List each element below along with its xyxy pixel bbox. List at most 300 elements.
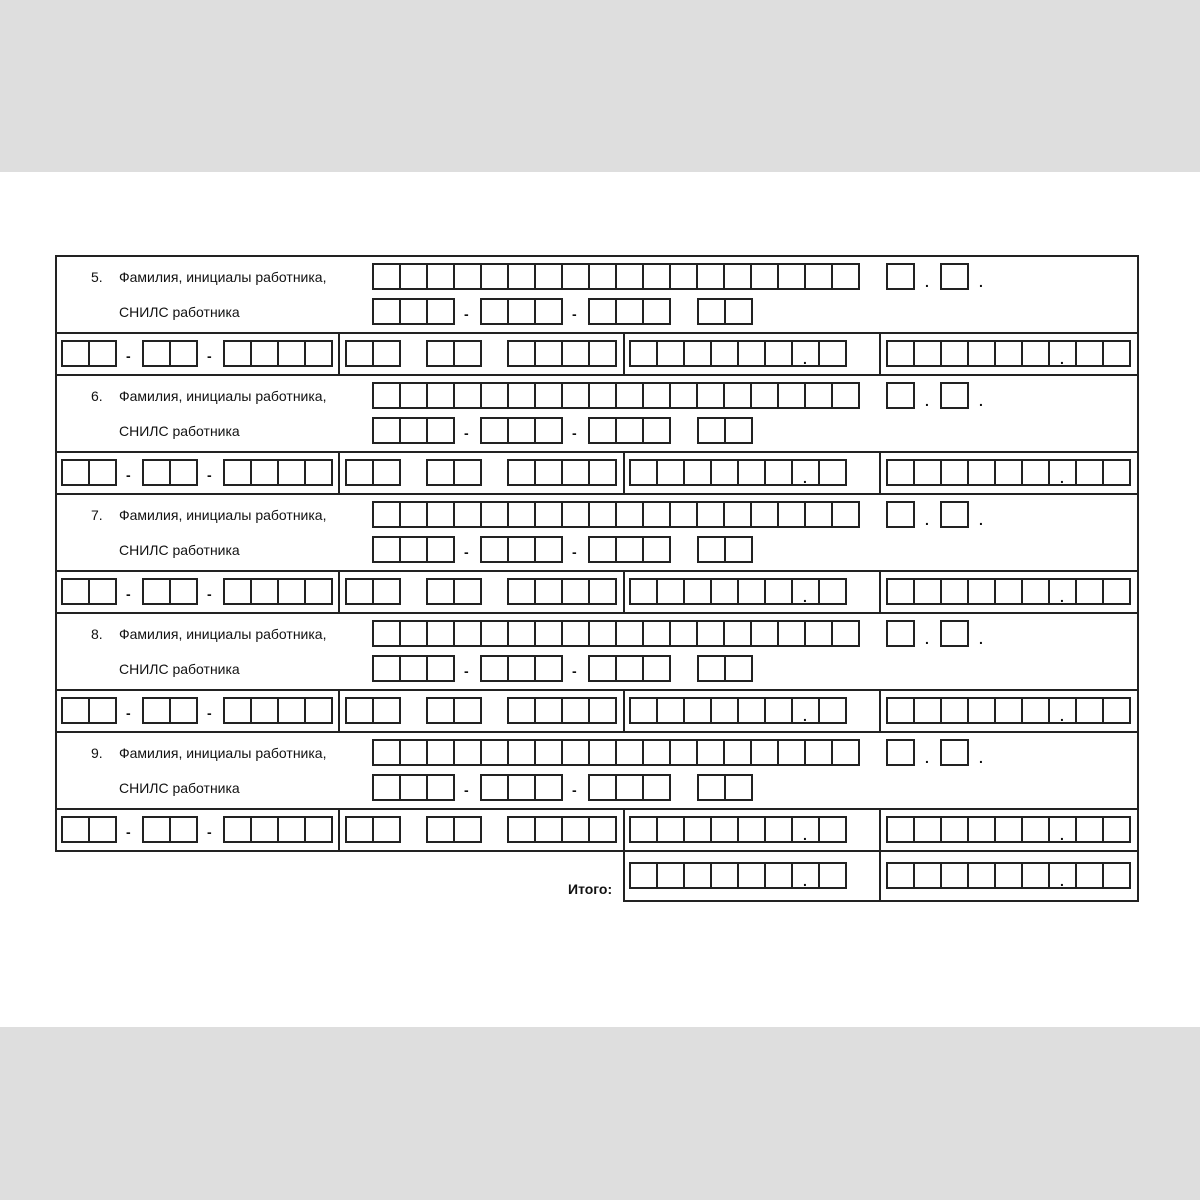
char-cell[interactable] (710, 862, 739, 889)
char-cell[interactable] (831, 263, 860, 290)
char-cell[interactable] (142, 578, 171, 605)
char-cell[interactable] (561, 263, 590, 290)
char-cell[interactable] (804, 501, 833, 528)
char-cell[interactable] (588, 501, 617, 528)
char-cell[interactable] (710, 340, 739, 367)
char-cell[interactable] (669, 501, 698, 528)
char-cell[interactable] (169, 340, 198, 367)
char-cell[interactable] (615, 382, 644, 409)
char-cell[interactable] (669, 263, 698, 290)
char-cell[interactable] (656, 697, 685, 724)
char-cell[interactable] (804, 620, 833, 647)
snils-part-3-input[interactable] (588, 774, 671, 801)
char-cell[interactable] (372, 536, 401, 563)
char-cell[interactable] (642, 298, 671, 325)
char-cell[interactable] (724, 655, 753, 682)
char-cell[interactable] (1102, 340, 1131, 367)
char-cell[interactable] (913, 340, 942, 367)
char-cell[interactable] (507, 655, 536, 682)
char-cell[interactable] (696, 620, 725, 647)
char-cell[interactable] (304, 459, 333, 486)
char-cell[interactable] (737, 459, 766, 486)
char-cell[interactable] (426, 578, 455, 605)
char-cell[interactable] (831, 501, 860, 528)
amount-1-input[interactable] (629, 340, 847, 367)
char-cell[interactable] (1102, 862, 1131, 889)
char-cell[interactable] (277, 816, 306, 843)
snils-part-3-input[interactable] (588, 298, 671, 325)
char-cell[interactable] (345, 697, 374, 724)
snils-part-1-input[interactable] (372, 774, 455, 801)
char-cell[interactable] (1102, 459, 1131, 486)
char-cell[interactable] (1102, 578, 1131, 605)
char-cell[interactable] (642, 263, 671, 290)
char-cell[interactable] (940, 816, 969, 843)
char-cell[interactable] (61, 459, 90, 486)
char-cell[interactable] (656, 340, 685, 367)
char-cell[interactable] (723, 263, 752, 290)
char-cell[interactable] (886, 697, 915, 724)
char-cell[interactable] (1021, 340, 1050, 367)
char-cell[interactable] (669, 739, 698, 766)
char-cell[interactable] (831, 382, 860, 409)
char-cell[interactable] (372, 501, 401, 528)
char-cell[interactable] (656, 862, 685, 889)
char-cell[interactable] (534, 774, 563, 801)
char-cell[interactable] (642, 501, 671, 528)
char-cell[interactable] (724, 298, 753, 325)
char-cell[interactable] (697, 655, 726, 682)
total-amount-2-input[interactable] (886, 862, 1131, 889)
char-cell[interactable] (399, 501, 428, 528)
char-cell[interactable] (588, 536, 617, 563)
char-cell[interactable] (764, 697, 793, 724)
char-cell[interactable] (1075, 697, 1104, 724)
char-cell[interactable] (642, 739, 671, 766)
char-cell[interactable] (480, 263, 509, 290)
char-cell[interactable] (737, 340, 766, 367)
char-cell[interactable] (656, 816, 685, 843)
char-cell[interactable] (886, 578, 915, 605)
initial-second-input[interactable] (940, 263, 969, 290)
char-cell[interactable] (886, 263, 915, 290)
char-cell[interactable] (561, 816, 590, 843)
initial-second-input[interactable] (940, 501, 969, 528)
char-cell[interactable] (223, 459, 252, 486)
char-cell[interactable] (561, 382, 590, 409)
total-amount-1-input[interactable] (629, 862, 847, 889)
char-cell[interactable] (886, 459, 915, 486)
char-cell[interactable] (426, 501, 455, 528)
char-cell[interactable] (940, 620, 969, 647)
char-cell[interactable] (615, 739, 644, 766)
char-cell[interactable] (588, 697, 617, 724)
char-cell[interactable] (1021, 862, 1050, 889)
char-cell[interactable] (696, 263, 725, 290)
char-cell[interactable] (831, 620, 860, 647)
amount-1-input[interactable] (629, 459, 847, 486)
char-cell[interactable] (453, 263, 482, 290)
snils-part-1-input[interactable] (372, 655, 455, 682)
char-cell[interactable] (304, 340, 333, 367)
char-cell[interactable] (710, 816, 739, 843)
initial-first-input[interactable] (886, 501, 915, 528)
initial-first-input[interactable] (886, 739, 915, 766)
char-cell[interactable] (1021, 816, 1050, 843)
char-cell[interactable] (480, 739, 509, 766)
char-cell[interactable] (615, 774, 644, 801)
char-cell[interactable] (994, 862, 1023, 889)
char-cell[interactable] (697, 417, 726, 444)
char-cell[interactable] (750, 739, 779, 766)
date-year-input[interactable] (223, 578, 333, 605)
code-1-input[interactable] (345, 816, 401, 843)
char-cell[interactable] (534, 298, 563, 325)
char-cell[interactable] (507, 459, 536, 486)
code-1-input[interactable] (345, 578, 401, 605)
char-cell[interactable] (250, 578, 279, 605)
char-cell[interactable] (372, 263, 401, 290)
char-cell[interactable] (656, 578, 685, 605)
char-cell[interactable] (534, 816, 563, 843)
char-cell[interactable] (642, 417, 671, 444)
char-cell[interactable] (426, 263, 455, 290)
char-cell[interactable] (764, 578, 793, 605)
char-cell[interactable] (615, 536, 644, 563)
char-cell[interactable] (534, 655, 563, 682)
char-cell[interactable] (250, 340, 279, 367)
char-cell[interactable] (453, 739, 482, 766)
char-cell[interactable] (142, 340, 171, 367)
char-cell[interactable] (453, 340, 482, 367)
char-cell[interactable] (169, 816, 198, 843)
char-cell[interactable] (223, 578, 252, 605)
amount-1-input[interactable] (629, 697, 847, 724)
char-cell[interactable] (886, 862, 915, 889)
char-cell[interactable] (345, 459, 374, 486)
amount-2-input[interactable] (886, 578, 1131, 605)
char-cell[interactable] (724, 417, 753, 444)
code-3-input[interactable] (507, 578, 617, 605)
char-cell[interactable] (507, 697, 536, 724)
amount-1-input[interactable] (629, 578, 847, 605)
char-cell[interactable] (88, 578, 117, 605)
char-cell[interactable] (629, 862, 658, 889)
char-cell[interactable] (372, 816, 401, 843)
char-cell[interactable] (642, 655, 671, 682)
char-cell[interactable] (940, 739, 969, 766)
char-cell[interactable] (1075, 862, 1104, 889)
char-cell[interactable] (710, 459, 739, 486)
char-cell[interactable] (223, 816, 252, 843)
initial-first-input[interactable] (886, 382, 915, 409)
char-cell[interactable] (426, 536, 455, 563)
char-cell[interactable] (764, 340, 793, 367)
char-cell[interactable] (683, 340, 712, 367)
char-cell[interactable] (750, 263, 779, 290)
char-cell[interactable] (507, 501, 536, 528)
char-cell[interactable] (88, 340, 117, 367)
date-year-input[interactable] (223, 340, 333, 367)
char-cell[interactable] (507, 340, 536, 367)
char-cell[interactable] (737, 697, 766, 724)
code-2-input[interactable] (426, 816, 482, 843)
date-month-input[interactable] (142, 697, 198, 724)
char-cell[interactable] (534, 697, 563, 724)
char-cell[interactable] (480, 382, 509, 409)
char-cell[interactable] (696, 501, 725, 528)
char-cell[interactable] (453, 382, 482, 409)
char-cell[interactable] (61, 697, 90, 724)
char-cell[interactable] (507, 739, 536, 766)
char-cell[interactable] (696, 382, 725, 409)
char-cell[interactable] (940, 263, 969, 290)
snils-checksum-input[interactable] (697, 536, 753, 563)
char-cell[interactable] (372, 739, 401, 766)
char-cell[interactable] (534, 536, 563, 563)
char-cell[interactable] (818, 862, 847, 889)
char-cell[interactable] (967, 816, 996, 843)
char-cell[interactable] (886, 816, 915, 843)
char-cell[interactable] (750, 620, 779, 647)
char-cell[interactable] (426, 816, 455, 843)
date-month-input[interactable] (142, 340, 198, 367)
char-cell[interactable] (304, 816, 333, 843)
char-cell[interactable] (507, 816, 536, 843)
char-cell[interactable] (372, 697, 401, 724)
char-cell[interactable] (913, 578, 942, 605)
initial-second-input[interactable] (940, 382, 969, 409)
char-cell[interactable] (142, 459, 171, 486)
char-cell[interactable] (480, 620, 509, 647)
char-cell[interactable] (683, 459, 712, 486)
char-cell[interactable] (886, 340, 915, 367)
char-cell[interactable] (588, 816, 617, 843)
char-cell[interactable] (629, 816, 658, 843)
char-cell[interactable] (480, 298, 509, 325)
char-cell[interactable] (480, 536, 509, 563)
char-cell[interactable] (710, 697, 739, 724)
code-3-input[interactable] (507, 816, 617, 843)
char-cell[interactable] (1021, 459, 1050, 486)
char-cell[interactable] (277, 340, 306, 367)
char-cell[interactable] (250, 816, 279, 843)
amount-2-input[interactable] (886, 340, 1131, 367)
char-cell[interactable] (561, 459, 590, 486)
char-cell[interactable] (886, 620, 915, 647)
char-cell[interactable] (588, 263, 617, 290)
char-cell[interactable] (764, 862, 793, 889)
amount-2-input[interactable] (886, 816, 1131, 843)
char-cell[interactable] (967, 459, 996, 486)
date-year-input[interactable] (223, 816, 333, 843)
char-cell[interactable] (534, 382, 563, 409)
char-cell[interactable] (831, 739, 860, 766)
char-cell[interactable] (615, 620, 644, 647)
char-cell[interactable] (399, 655, 428, 682)
char-cell[interactable] (372, 655, 401, 682)
char-cell[interactable] (588, 382, 617, 409)
char-cell[interactable] (940, 862, 969, 889)
char-cell[interactable] (750, 382, 779, 409)
char-cell[interactable] (804, 739, 833, 766)
char-cell[interactable] (994, 340, 1023, 367)
surname-input[interactable] (372, 620, 860, 647)
char-cell[interactable] (277, 697, 306, 724)
snils-checksum-input[interactable] (697, 655, 753, 682)
code-2-input[interactable] (426, 697, 482, 724)
char-cell[interactable] (967, 340, 996, 367)
date-day-input[interactable] (61, 578, 117, 605)
char-cell[interactable] (372, 774, 401, 801)
char-cell[interactable] (588, 298, 617, 325)
char-cell[interactable] (250, 697, 279, 724)
date-day-input[interactable] (61, 816, 117, 843)
surname-input[interactable] (372, 382, 860, 409)
char-cell[interactable] (372, 459, 401, 486)
code-3-input[interactable] (507, 340, 617, 367)
char-cell[interactable] (588, 417, 617, 444)
char-cell[interactable] (818, 697, 847, 724)
char-cell[interactable] (669, 382, 698, 409)
char-cell[interactable] (426, 382, 455, 409)
char-cell[interactable] (480, 774, 509, 801)
char-cell[interactable] (561, 697, 590, 724)
date-day-input[interactable] (61, 697, 117, 724)
date-year-input[interactable] (223, 697, 333, 724)
snils-part-2-input[interactable] (480, 655, 563, 682)
char-cell[interactable] (372, 382, 401, 409)
char-cell[interactable] (940, 578, 969, 605)
char-cell[interactable] (277, 459, 306, 486)
amount-2-input[interactable] (886, 459, 1131, 486)
char-cell[interactable] (345, 816, 374, 843)
snils-checksum-input[interactable] (697, 298, 753, 325)
char-cell[interactable] (223, 697, 252, 724)
char-cell[interactable] (656, 459, 685, 486)
char-cell[interactable] (1021, 697, 1050, 724)
char-cell[interactable] (913, 697, 942, 724)
char-cell[interactable] (507, 578, 536, 605)
char-cell[interactable] (453, 697, 482, 724)
char-cell[interactable] (250, 459, 279, 486)
char-cell[interactable] (804, 263, 833, 290)
code-2-input[interactable] (426, 459, 482, 486)
char-cell[interactable] (507, 417, 536, 444)
char-cell[interactable] (426, 655, 455, 682)
initial-second-input[interactable] (940, 620, 969, 647)
date-month-input[interactable] (142, 816, 198, 843)
snils-checksum-input[interactable] (697, 774, 753, 801)
char-cell[interactable] (886, 382, 915, 409)
char-cell[interactable] (61, 340, 90, 367)
char-cell[interactable] (777, 501, 806, 528)
char-cell[interactable] (723, 739, 752, 766)
char-cell[interactable] (169, 697, 198, 724)
char-cell[interactable] (426, 739, 455, 766)
char-cell[interactable] (940, 697, 969, 724)
char-cell[interactable] (561, 739, 590, 766)
char-cell[interactable] (1075, 340, 1104, 367)
char-cell[interactable] (142, 697, 171, 724)
char-cell[interactable] (399, 739, 428, 766)
char-cell[interactable] (480, 501, 509, 528)
char-cell[interactable] (777, 382, 806, 409)
char-cell[interactable] (642, 620, 671, 647)
code-2-input[interactable] (426, 340, 482, 367)
char-cell[interactable] (1075, 816, 1104, 843)
snils-part-1-input[interactable] (372, 298, 455, 325)
snils-part-3-input[interactable] (588, 536, 671, 563)
char-cell[interactable] (737, 862, 766, 889)
surname-input[interactable] (372, 501, 860, 528)
char-cell[interactable] (967, 578, 996, 605)
code-1-input[interactable] (345, 340, 401, 367)
char-cell[interactable] (534, 578, 563, 605)
snils-part-1-input[interactable] (372, 536, 455, 563)
char-cell[interactable] (764, 459, 793, 486)
char-cell[interactable] (1102, 697, 1131, 724)
char-cell[interactable] (737, 816, 766, 843)
char-cell[interactable] (169, 459, 198, 486)
char-cell[interactable] (723, 382, 752, 409)
char-cell[interactable] (304, 578, 333, 605)
char-cell[interactable] (588, 620, 617, 647)
char-cell[interactable] (453, 816, 482, 843)
char-cell[interactable] (588, 578, 617, 605)
char-cell[interactable] (642, 774, 671, 801)
char-cell[interactable] (169, 578, 198, 605)
char-cell[interactable] (629, 578, 658, 605)
char-cell[interactable] (615, 263, 644, 290)
char-cell[interactable] (507, 298, 536, 325)
snils-part-1-input[interactable] (372, 417, 455, 444)
amount-1-input[interactable] (629, 816, 847, 843)
char-cell[interactable] (399, 382, 428, 409)
char-cell[interactable] (913, 459, 942, 486)
char-cell[interactable] (304, 697, 333, 724)
snils-part-2-input[interactable] (480, 536, 563, 563)
char-cell[interactable] (588, 655, 617, 682)
code-1-input[interactable] (345, 459, 401, 486)
char-cell[interactable] (913, 816, 942, 843)
char-cell[interactable] (88, 697, 117, 724)
char-cell[interactable] (399, 263, 428, 290)
char-cell[interactable] (723, 501, 752, 528)
char-cell[interactable] (372, 340, 401, 367)
char-cell[interactable] (615, 298, 644, 325)
char-cell[interactable] (615, 655, 644, 682)
char-cell[interactable] (372, 417, 401, 444)
char-cell[interactable] (940, 459, 969, 486)
char-cell[interactable] (1102, 816, 1131, 843)
char-cell[interactable] (561, 578, 590, 605)
char-cell[interactable] (994, 697, 1023, 724)
char-cell[interactable] (588, 739, 617, 766)
char-cell[interactable] (399, 774, 428, 801)
char-cell[interactable] (61, 578, 90, 605)
char-cell[interactable] (724, 536, 753, 563)
char-cell[interactable] (453, 620, 482, 647)
char-cell[interactable] (750, 501, 779, 528)
snils-part-3-input[interactable] (588, 655, 671, 682)
char-cell[interactable] (426, 459, 455, 486)
char-cell[interactable] (818, 578, 847, 605)
char-cell[interactable] (629, 340, 658, 367)
char-cell[interactable] (642, 382, 671, 409)
char-cell[interactable] (399, 298, 428, 325)
char-cell[interactable] (480, 417, 509, 444)
